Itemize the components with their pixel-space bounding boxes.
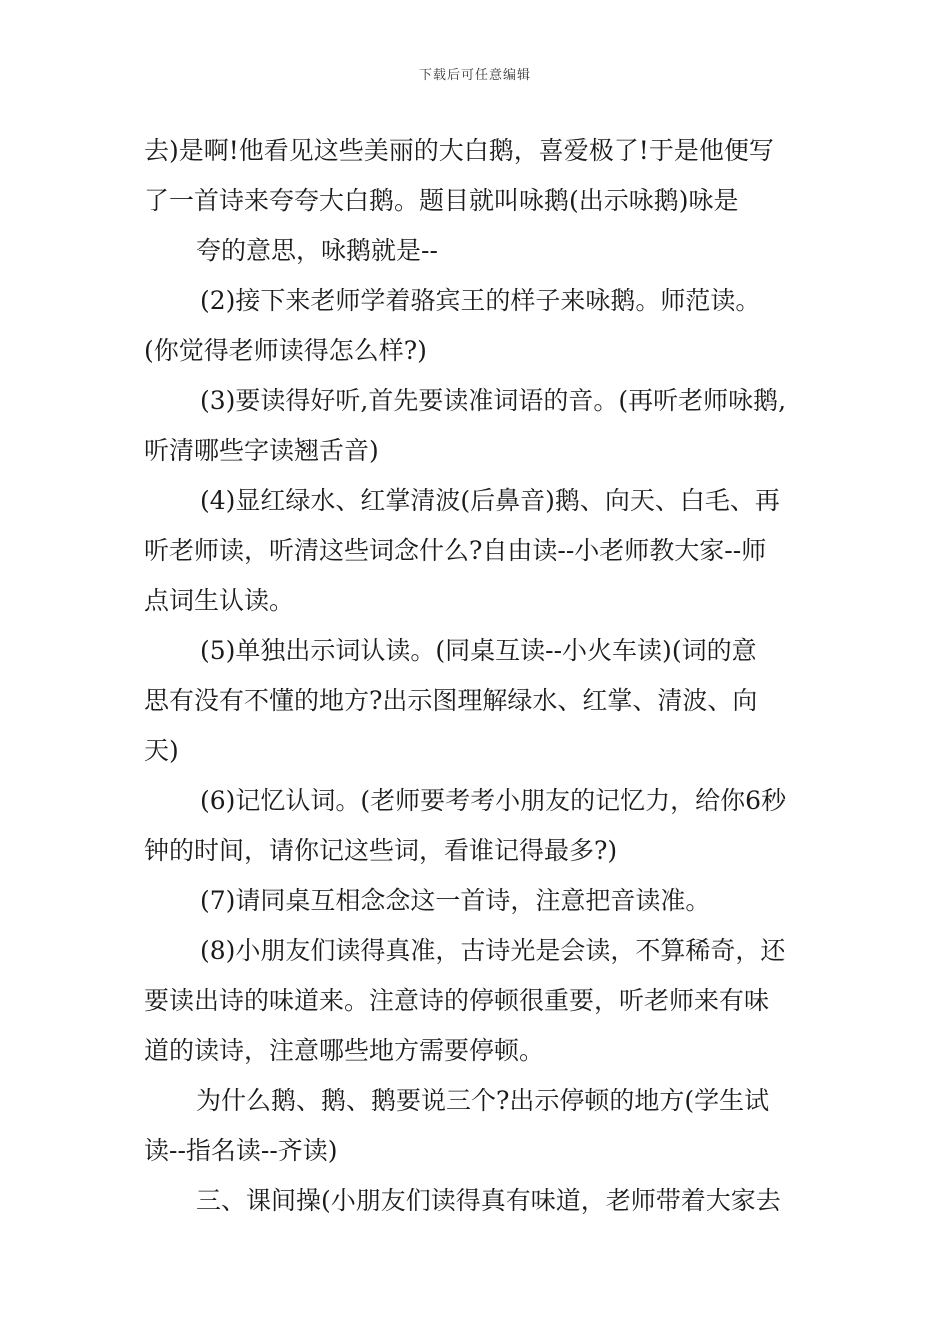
body-line: 思有没有不懂的地方?出示图理解绿水、红掌、清波、向 — [144, 686, 758, 715]
body-line: 要读出诗的味道来。注意诗的停顿很重要，听老师来有味 — [144, 986, 770, 1015]
body-line: 三、课间操(小朋友们读得真有味道，老师带着大家去 — [196, 1186, 781, 1215]
body-line: 钟的时间，请你记这些词，看谁记得最多?) — [144, 836, 618, 865]
body-line: 点词生认读。 — [144, 586, 295, 615]
body-line: (8)小朋友们读得真准，古诗光是会读，不算稀奇，还 — [200, 936, 786, 965]
body-line: (7)请同桌互相念念这一首诗，注意把音读准。 — [200, 886, 711, 915]
body-line: 去)是啊!他看见这些美丽的大白鹅，喜爱极了!于是他便写 — [144, 136, 774, 165]
body-line: 道的读诗，注意哪些地方需要停顿。 — [144, 1036, 545, 1065]
body-line: 读--指名读--齐读) — [144, 1136, 338, 1165]
body-line: 夸的意思，咏鹅就是-- — [196, 236, 438, 265]
body-line: 听老师读，听清这些词念什么?自由读--小老师教大家--师 — [144, 536, 767, 565]
body-line: (你觉得老师读得怎么样?) — [144, 336, 427, 365]
body-line: (3)要读得好听,首先要读准词语的音。(再听老师咏鹅, — [200, 386, 787, 415]
body-line: (4)显红绿水、红掌清波(后鼻音)鹅、向天、白毛、再 — [200, 486, 780, 515]
document-body — [144, 126, 814, 1226]
body-line: (5)单独出示词认读。(同桌互读--小火车读)(词的意 — [200, 636, 757, 665]
body-line: (2)接下来老师学着骆宾王的样子来咏鹅。师范读。 — [200, 286, 761, 315]
page-header: 下载后可任意编辑 — [418, 68, 531, 83]
body-line: (6)记忆认词。(老师要考考小朋友的记忆力，给你6秒 — [200, 786, 787, 815]
body-line: 为什么鹅、鹅、鹅要说三个?出示停顿的地方(学生试 — [196, 1086, 770, 1115]
body-line: 天) — [144, 736, 179, 765]
body-line: 了一首诗来夸夸大白鹅。题目就叫咏鹅(出示咏鹅)咏是 — [144, 186, 739, 215]
body-line: 听清哪些字读翘舌音) — [144, 436, 379, 465]
